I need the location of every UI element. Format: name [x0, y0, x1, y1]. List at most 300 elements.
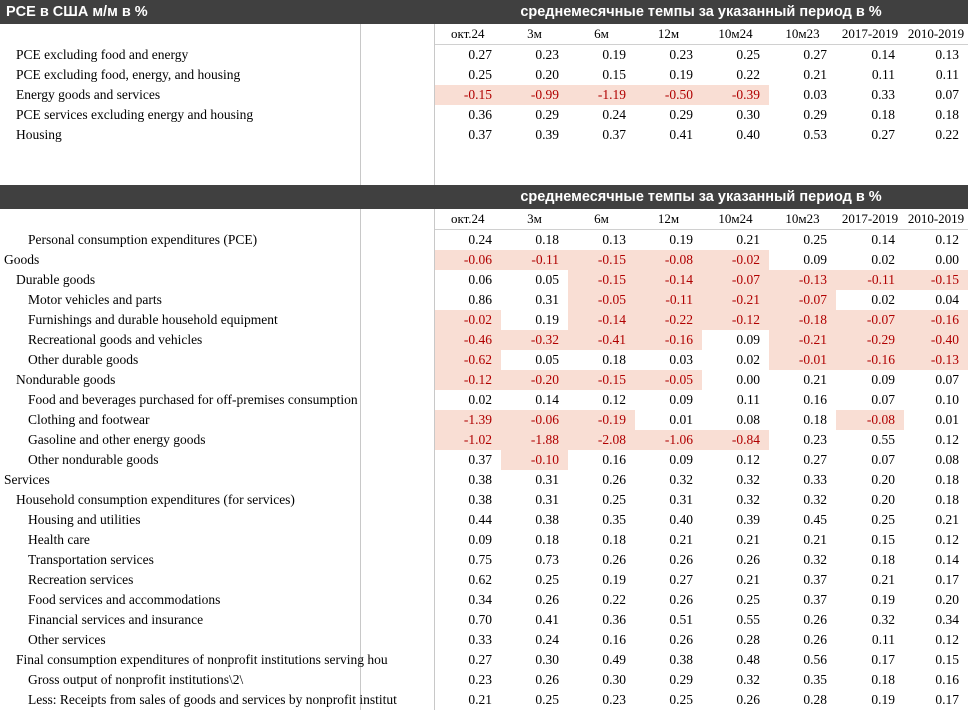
cell-value: 0.15 [935, 652, 960, 667]
row-gap [360, 290, 434, 310]
cell-value: 0.26 [669, 632, 693, 647]
cell-value: 0.00 [935, 252, 960, 267]
cell-value: 0.19 [535, 312, 559, 327]
cell-value: -0.14 [568, 310, 635, 330]
row-label: PCE excluding food, energy, and housing [0, 65, 360, 85]
cell-value: -1.88 [501, 430, 568, 450]
spacer-gap [360, 145, 434, 165]
cell-value: 0.14 [871, 47, 895, 62]
spacer-cell [635, 145, 702, 165]
cell-value: 0.25 [871, 512, 895, 527]
cell-value: 0.38 [535, 512, 559, 527]
cell-value: 0.18 [935, 472, 960, 487]
cell-value: 0.09 [803, 252, 827, 267]
cell-value: 0.73 [535, 552, 559, 567]
cell-value: -0.08 [635, 250, 702, 270]
cell-value: 0.19 [871, 692, 895, 707]
cell-value: 0.32 [803, 552, 827, 567]
row-label: Other services [0, 630, 360, 650]
cell-value: 0.16 [602, 632, 626, 647]
cell-value: -0.07 [702, 270, 769, 290]
cell-value: -0.32 [501, 330, 568, 350]
column-header-7: 2010-2019 [904, 24, 968, 45]
section2-column-header-7: 2010-2019 [904, 209, 968, 230]
row-gap [360, 570, 434, 590]
cell-value: 0.55 [736, 612, 760, 627]
cell-value: 0.62 [468, 572, 492, 587]
row-label: Final consumption expenditures of nonprofit institutions serving hou [0, 650, 360, 670]
cell-value: 0.18 [602, 532, 626, 547]
cell-value: -0.16 [904, 310, 968, 330]
cell-value: 0.32 [803, 492, 827, 507]
spacer-cell [769, 145, 836, 165]
cell-value: 0.22 [935, 127, 960, 142]
cell-value: -0.13 [769, 270, 836, 290]
cell-value: 0.18 [871, 672, 895, 687]
cell-value: 0.31 [535, 472, 559, 487]
section2-column-header-5: 10м23 [769, 209, 836, 230]
cell-value: -0.21 [702, 290, 769, 310]
spacer-cell [836, 145, 904, 165]
row-label: Less: Receipts from sales of goods and services by nonprofit institut [0, 690, 360, 710]
cell-value: 0.16 [602, 452, 626, 467]
row-gap [360, 330, 434, 350]
cell-value: 0.21 [803, 67, 827, 82]
cell-value: 0.03 [669, 352, 693, 367]
row-gap [360, 350, 434, 370]
cell-value: 0.53 [803, 127, 827, 142]
row-gap [360, 670, 434, 690]
cell-value: 0.19 [602, 572, 626, 587]
row-label: Motor vehicles and parts [0, 290, 360, 310]
row-label: Furnishings and durable household equipment [0, 310, 360, 330]
cell-value: 0.12 [935, 632, 960, 647]
row-gap [360, 530, 434, 550]
cell-value: 0.41 [535, 612, 559, 627]
cell-value: 0.20 [535, 67, 559, 82]
cell-value: 0.11 [871, 67, 895, 82]
cell-value: -0.13 [904, 350, 968, 370]
cell-value: 0.26 [535, 672, 559, 687]
section2-column-header-0: окт.24 [434, 209, 501, 230]
cell-value: 0.04 [935, 292, 960, 307]
cell-value: 0.12 [736, 452, 760, 467]
cell-value: -0.46 [434, 330, 501, 350]
cell-value: -1.39 [434, 410, 501, 430]
cell-value: -0.07 [836, 310, 904, 330]
cell-value: 0.37 [803, 592, 827, 607]
cell-value: 0.19 [602, 47, 626, 62]
cell-value: 0.38 [669, 652, 693, 667]
section2-column-header-6: 2017-2019 [836, 209, 904, 230]
cell-value: 0.37 [602, 127, 626, 142]
section2-band-spacer [0, 185, 434, 209]
cell-value: 0.09 [669, 392, 693, 407]
page-title: PCE в США м/м в % [0, 0, 434, 24]
cell-value: 0.38 [468, 472, 492, 487]
cell-value: 0.55 [871, 432, 895, 447]
spacer-cell [568, 165, 635, 185]
cell-value: 0.37 [468, 127, 492, 142]
row-label: Personal consumption expenditures (PCE) [0, 230, 360, 251]
header-gap-spacer [360, 24, 434, 45]
cell-value: 0.28 [736, 632, 760, 647]
cell-value: 0.07 [871, 392, 895, 407]
cell-value: 0.21 [803, 372, 827, 387]
cell-value: 0.25 [602, 492, 626, 507]
row-label: Financial services and insurance [0, 610, 360, 630]
cell-value: -0.15 [904, 270, 968, 290]
section2-header-label-spacer [0, 209, 360, 230]
cell-value: -0.14 [635, 270, 702, 290]
cell-value: 0.13 [602, 232, 626, 247]
cell-value: 0.10 [935, 392, 960, 407]
cell-value: 0.19 [871, 592, 895, 607]
cell-value: -0.39 [702, 85, 769, 105]
cell-value: 0.09 [736, 332, 760, 347]
cell-value: 0.27 [871, 127, 895, 142]
cell-value: 0.36 [602, 612, 626, 627]
cell-value: 0.37 [468, 452, 492, 467]
cell-value: 0.26 [669, 552, 693, 567]
cell-value: -0.16 [635, 330, 702, 350]
cell-value: 0.14 [871, 232, 895, 247]
cell-value: 0.25 [535, 572, 559, 587]
cell-value: 0.21 [669, 532, 693, 547]
cell-value: 0.30 [602, 672, 626, 687]
spacer-cell [434, 145, 501, 165]
cell-value: -0.11 [635, 290, 702, 310]
cell-value: -1.06 [635, 430, 702, 450]
cell-value: 0.18 [535, 232, 559, 247]
row-label: Recreation services [0, 570, 360, 590]
cell-value: 0.27 [468, 47, 492, 62]
cell-value: -0.50 [635, 85, 702, 105]
cell-value: 0.32 [669, 472, 693, 487]
cell-value: 0.25 [803, 232, 827, 247]
cell-value: -0.15 [568, 370, 635, 390]
cell-value: -0.06 [434, 250, 501, 270]
cell-value: 0.23 [468, 672, 492, 687]
cell-value: 0.34 [468, 592, 492, 607]
row-gap [360, 230, 434, 251]
cell-value: -0.29 [836, 330, 904, 350]
cell-value: -0.05 [568, 290, 635, 310]
row-label: PCE services excluding energy and housing [0, 105, 360, 125]
cell-value: 0.08 [935, 452, 960, 467]
row-gap [360, 390, 434, 410]
spacer-cell [769, 165, 836, 185]
cell-value: -1.02 [434, 430, 501, 450]
cell-value: 0.20 [871, 492, 895, 507]
cell-value: 0.32 [736, 672, 760, 687]
spacer-gap [360, 165, 434, 185]
cell-value: -0.02 [434, 310, 501, 330]
cell-value: 0.21 [736, 532, 760, 547]
cell-value: 0.09 [468, 532, 492, 547]
cell-value: 0.39 [736, 512, 760, 527]
cell-value: 0.31 [669, 492, 693, 507]
cell-value: 0.21 [871, 572, 895, 587]
spacer-cell [434, 165, 501, 185]
row-gap [360, 630, 434, 650]
row-gap [360, 470, 434, 490]
cell-value: 0.02 [468, 392, 492, 407]
spacer-cell [904, 165, 968, 185]
cell-value: -0.40 [904, 330, 968, 350]
cell-value: 0.33 [468, 632, 492, 647]
row-gap [360, 45, 434, 66]
row-label: Recreational goods and vehicles [0, 330, 360, 350]
row-gap [360, 590, 434, 610]
cell-value: 0.01 [935, 412, 960, 427]
cell-value: 0.35 [803, 672, 827, 687]
cell-value: 0.21 [736, 232, 760, 247]
cell-value: 0.22 [602, 592, 626, 607]
cell-value: 0.17 [935, 692, 960, 707]
row-label: Housing and utilities [0, 510, 360, 530]
row-gap [360, 270, 434, 290]
cell-value: -0.11 [501, 250, 568, 270]
section2-column-header-4: 10м24 [702, 209, 769, 230]
cell-value: 0.26 [736, 552, 760, 567]
cell-value: -0.21 [769, 330, 836, 350]
cell-value: 0.45 [803, 512, 827, 527]
cell-value: 0.29 [669, 672, 693, 687]
cell-value: 0.44 [468, 512, 492, 527]
cell-value: 0.32 [736, 492, 760, 507]
row-gap [360, 250, 434, 270]
cell-value: 0.18 [871, 107, 895, 122]
cell-value: 0.51 [669, 612, 693, 627]
header-label-spacer [0, 24, 360, 45]
row-gap [360, 410, 434, 430]
cell-value: 0.11 [871, 632, 895, 647]
cell-value: -0.16 [836, 350, 904, 370]
cell-value: 0.41 [669, 127, 693, 142]
cell-value: 0.21 [935, 512, 960, 527]
section2-column-header-1: 3м [501, 209, 568, 230]
row-gap [360, 430, 434, 450]
header-band-period: среднемесячные темпы за указанный период в % [434, 0, 968, 24]
cell-value: 0.27 [468, 652, 492, 667]
cell-value: 0.31 [535, 292, 559, 307]
cell-value: -0.06 [501, 410, 568, 430]
cell-value: 0.11 [935, 67, 960, 82]
cell-value: 0.26 [803, 612, 827, 627]
row-gap [360, 310, 434, 330]
cell-value: 0.17 [871, 652, 895, 667]
cell-value: 0.12 [935, 232, 960, 247]
cell-value: -0.15 [434, 85, 501, 105]
spacer-cell [568, 145, 635, 165]
cell-value: 0.27 [803, 47, 827, 62]
cell-value: -0.12 [702, 310, 769, 330]
cell-value: -0.20 [501, 370, 568, 390]
cell-value: 0.16 [803, 392, 827, 407]
row-label: Nondurable goods [0, 370, 360, 390]
row-label: Services [0, 470, 360, 490]
row-label: Housing [0, 125, 360, 145]
cell-value: 0.13 [935, 47, 960, 62]
row-label: Transportation services [0, 550, 360, 570]
cell-value: 0.03 [803, 87, 827, 102]
column-header-4: 10м24 [702, 24, 769, 45]
row-gap [360, 490, 434, 510]
cell-value: -0.15 [568, 270, 635, 290]
cell-value: -0.02 [702, 250, 769, 270]
cell-value: 0.28 [803, 692, 827, 707]
row-label: Other durable goods [0, 350, 360, 370]
cell-value: -0.18 [769, 310, 836, 330]
row-label: Clothing and footwear [0, 410, 360, 430]
cell-value: 0.35 [602, 512, 626, 527]
cell-value: 0.14 [535, 392, 559, 407]
row-label: Other nondurable goods [0, 450, 360, 470]
row-gap [360, 65, 434, 85]
cell-value: -0.99 [501, 85, 568, 105]
spacer-cell [501, 165, 568, 185]
section2-column-header-3: 12м [635, 209, 702, 230]
column-header-3: 12м [635, 24, 702, 45]
cell-value: 0.12 [935, 532, 960, 547]
cell-value: 0.75 [468, 552, 492, 567]
cell-value: 0.40 [736, 127, 760, 142]
cell-value: 0.25 [736, 47, 760, 62]
cell-value: 0.39 [535, 127, 559, 142]
cell-value: -0.12 [434, 370, 501, 390]
row-gap [360, 85, 434, 105]
row-label: Energy goods and services [0, 85, 360, 105]
spacer-label [0, 165, 360, 185]
cell-value: 0.29 [803, 107, 827, 122]
cell-value: 0.18 [935, 492, 960, 507]
cell-value: 0.36 [468, 107, 492, 122]
row-gap [360, 125, 434, 145]
cell-value: 0.15 [602, 67, 626, 82]
row-label: Gasoline and other energy goods [0, 430, 360, 450]
cell-value: 0.26 [535, 592, 559, 607]
cell-value: 0.19 [669, 67, 693, 82]
cell-value: 0.08 [736, 412, 760, 427]
cell-value: 0.30 [736, 107, 760, 122]
cell-value: 0.29 [535, 107, 559, 122]
row-gap [360, 370, 434, 390]
cell-value: 0.24 [468, 232, 492, 247]
cell-value: 0.25 [669, 692, 693, 707]
cell-value: 0.12 [602, 392, 626, 407]
cell-value: 0.01 [669, 412, 693, 427]
cell-value: 0.02 [871, 252, 895, 267]
cell-value: 0.02 [736, 352, 760, 367]
row-gap [360, 510, 434, 530]
cell-value: 0.22 [736, 67, 760, 82]
section2-column-header-2: 6м [568, 209, 635, 230]
cell-value: 0.06 [468, 272, 492, 287]
cell-value: -0.11 [836, 270, 904, 290]
cell-value: 0.16 [935, 672, 960, 687]
cell-value: 0.05 [535, 272, 559, 287]
column-header-2: 6м [568, 24, 635, 45]
cell-value: 0.31 [535, 492, 559, 507]
row-label: PCE excluding food and energy [0, 45, 360, 66]
cell-value: 0.23 [669, 47, 693, 62]
cell-value: 0.18 [871, 552, 895, 567]
cell-value: -0.19 [568, 410, 635, 430]
cell-value: 0.37 [803, 572, 827, 587]
cell-value: -0.15 [568, 250, 635, 270]
cell-value: 0.21 [468, 692, 492, 707]
cell-value: 0.48 [736, 652, 760, 667]
cell-value: 0.33 [803, 472, 827, 487]
cell-value: 0.25 [736, 592, 760, 607]
cell-value: 0.18 [602, 352, 626, 367]
cell-value: 0.40 [669, 512, 693, 527]
spacer-label [0, 145, 360, 165]
cell-value: -0.10 [501, 450, 568, 470]
cell-value: 0.27 [803, 452, 827, 467]
cell-value: 0.27 [669, 572, 693, 587]
cell-value: 0.02 [871, 292, 895, 307]
spacer-cell [702, 165, 769, 185]
column-header-1: 3м [501, 24, 568, 45]
row-gap [360, 105, 434, 125]
cell-value: 0.20 [871, 472, 895, 487]
cell-value: 0.23 [535, 47, 559, 62]
cell-value: 0.38 [468, 492, 492, 507]
cell-value: 0.11 [736, 392, 760, 407]
cell-value: 0.56 [803, 652, 827, 667]
row-label: Health care [0, 530, 360, 550]
spacer-cell [904, 145, 968, 165]
cell-value: -0.05 [635, 370, 702, 390]
cell-value: 0.23 [803, 432, 827, 447]
row-label: Food services and accommodations [0, 590, 360, 610]
cell-value: 0.15 [871, 532, 895, 547]
spacer-cell [635, 165, 702, 185]
cell-value: 0.09 [669, 452, 693, 467]
cell-value: 0.19 [669, 232, 693, 247]
cell-value: 0.26 [803, 632, 827, 647]
cell-value: 0.14 [935, 552, 960, 567]
cell-value: -0.08 [836, 410, 904, 430]
cell-value: 0.18 [935, 107, 960, 122]
cell-value: -1.19 [568, 85, 635, 105]
cell-value: 0.00 [736, 372, 760, 387]
row-label: Goods [0, 250, 360, 270]
cell-value: -0.62 [434, 350, 501, 370]
cell-value: 0.32 [871, 612, 895, 627]
cell-value: 0.24 [535, 632, 559, 647]
cell-value: 0.21 [736, 572, 760, 587]
cell-value: 0.20 [935, 592, 960, 607]
cell-value: 0.09 [871, 372, 895, 387]
cell-value: 0.18 [535, 532, 559, 547]
cell-value: 0.34 [935, 612, 960, 627]
cell-value: 0.49 [602, 652, 626, 667]
section2-band-period: среднемесячные темпы за указанный период в % [434, 185, 968, 209]
row-gap [360, 550, 434, 570]
cell-value: -2.08 [568, 430, 635, 450]
row-gap [360, 450, 434, 470]
cell-value: 0.07 [935, 87, 960, 102]
cell-value: 0.26 [669, 592, 693, 607]
row-label: Food and beverages purchased for off-premises consumption [0, 390, 360, 410]
cell-value: 0.07 [871, 452, 895, 467]
row-label: Gross output of nonprofit institutions\2\ [0, 670, 360, 690]
cell-value: -0.41 [568, 330, 635, 350]
cell-value: -0.22 [635, 310, 702, 330]
